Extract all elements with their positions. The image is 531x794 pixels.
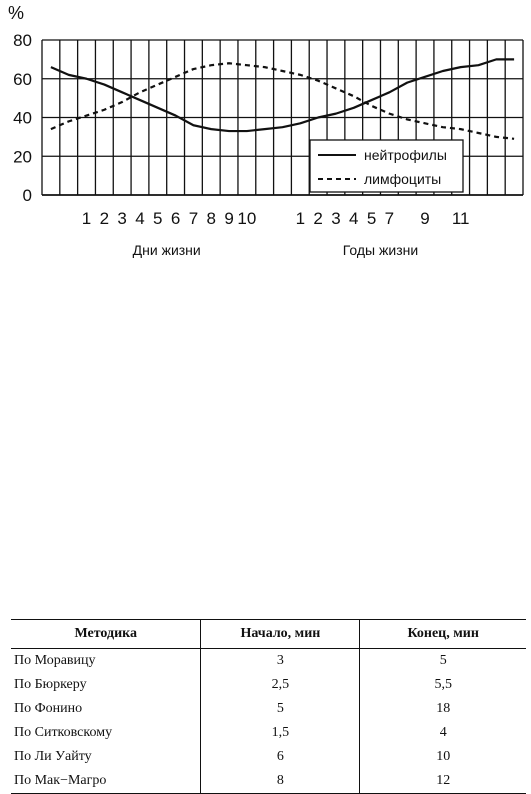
table-cell-end: 5	[360, 649, 526, 674]
x-tick-label: 1	[81, 209, 92, 228]
x-group-label: Годы жизни	[342, 242, 419, 258]
x-tick-label: 2	[313, 209, 323, 228]
legend-label: лимфоциты	[364, 171, 442, 187]
x-group-label: Дни жизни	[132, 242, 201, 258]
table-cell-end: 5,5	[360, 673, 526, 697]
x-tick-label: 7	[188, 209, 199, 228]
table-row	[11, 649, 526, 674]
table-header-row	[11, 620, 526, 649]
legend-label: нейтрофилы	[364, 147, 447, 163]
table-row	[11, 673, 526, 697]
x-axis-ticks	[82, 209, 470, 228]
table-cell-method: По Ситковскому	[14, 725, 113, 740]
y-tick-label: 80	[13, 31, 32, 50]
clotting-time-table-container	[11, 619, 526, 794]
table-row	[11, 769, 526, 794]
table-header-start: Начало, мин	[201, 620, 360, 649]
table-header-end: Конец, мин	[360, 620, 526, 649]
x-tick-label: 4	[349, 209, 359, 228]
table-cell-start: 6	[201, 745, 360, 769]
x-tick-label: 1	[295, 209, 306, 228]
x-tick-label: 5	[366, 209, 377, 228]
leukocyte-formula-chart	[0, 0, 531, 270]
table-cell-start: 1,5	[201, 721, 360, 745]
x-tick-label: 11	[451, 209, 470, 228]
y-tick-label: 60	[13, 69, 32, 89]
table-row	[11, 721, 526, 745]
x-tick-label: 9	[420, 209, 430, 228]
x-axis-group-labels	[133, 242, 419, 258]
table-header-method: Методика	[11, 620, 201, 649]
x-tick-label: 10	[237, 209, 257, 228]
table-cell-start: 8	[201, 769, 360, 794]
x-tick-label: 3	[331, 209, 341, 228]
table-cell-start: 5	[201, 697, 360, 721]
y-tick-label: 40	[13, 108, 32, 128]
y-tick-label: 20	[13, 147, 32, 167]
x-tick-label: 6	[170, 209, 181, 228]
table-cell-method: По Фонино	[14, 701, 83, 716]
x-tick-label: 7	[384, 209, 395, 228]
table-cell-start: 3	[201, 649, 360, 674]
table-cell-end: 12	[360, 769, 526, 794]
table-cell-end: 18	[360, 697, 526, 721]
table-cell-end: 4	[360, 721, 526, 745]
table-row	[11, 697, 526, 721]
x-tick-label: 4	[135, 209, 145, 228]
x-tick-label: 3	[117, 209, 127, 228]
y-axis-ticks	[13, 31, 32, 205]
table-cell-method: По Моравицу	[14, 653, 96, 668]
table-row	[11, 745, 526, 769]
x-tick-label: 9	[224, 209, 234, 228]
table-cell-end: 10	[360, 745, 526, 769]
x-tick-label: 2	[99, 209, 110, 228]
y-tick-label: 0	[22, 186, 32, 205]
table-cell-method: По Ли Уайту	[14, 749, 92, 764]
clotting-time-table	[11, 619, 526, 794]
chart-series	[51, 59, 514, 138]
y-unit-label: %	[8, 3, 25, 23]
chart-legend	[310, 140, 463, 192]
x-tick-label: 8	[206, 209, 216, 228]
table-cell-start: 2,5	[201, 673, 360, 697]
x-tick-label: 5	[153, 209, 163, 228]
table-cell-method: По Бюркеру	[14, 677, 87, 692]
table-cell-method: По Мак−Магро	[11, 769, 201, 794]
